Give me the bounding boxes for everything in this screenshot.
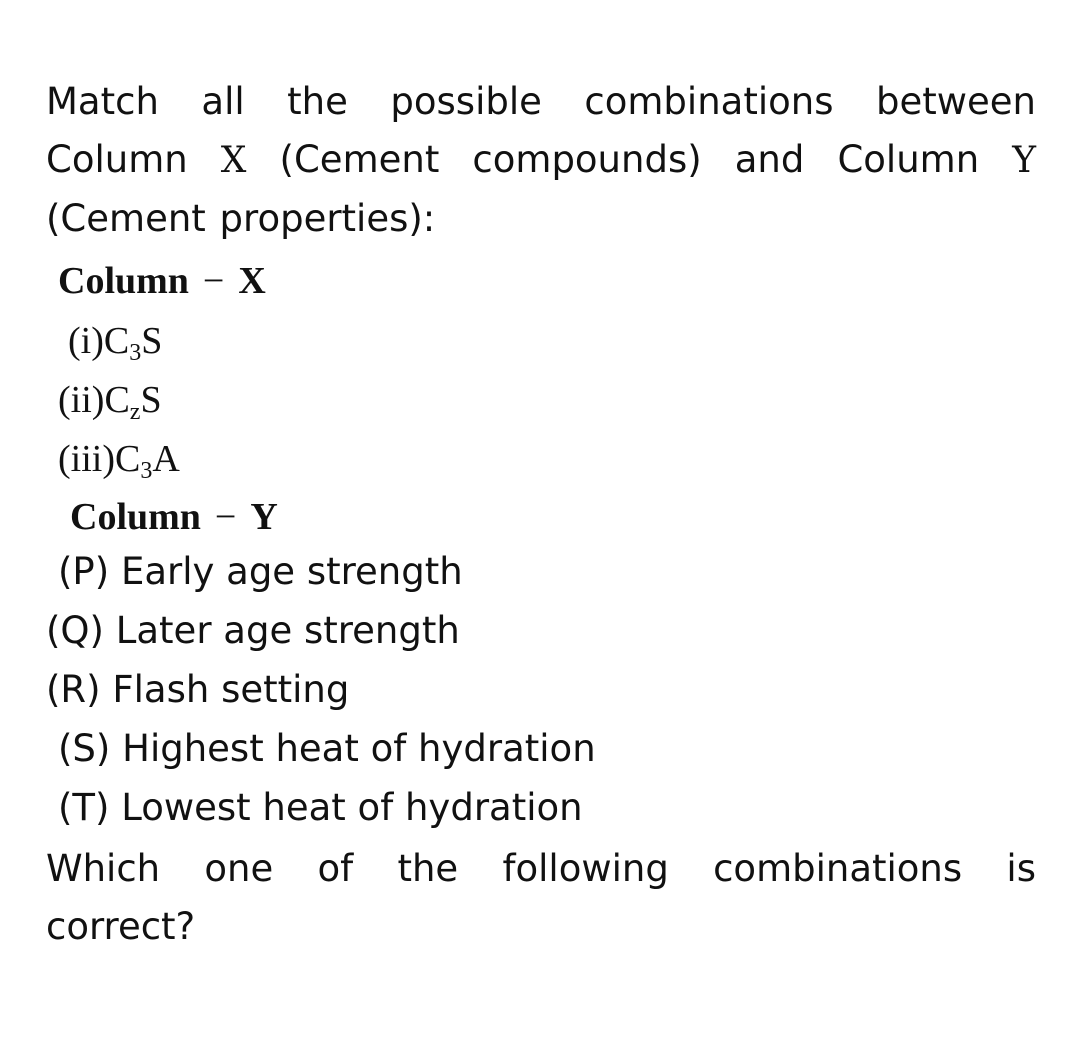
- closing-line-1: Which one of the following combinations is: [46, 847, 1036, 890]
- item-tail: S: [141, 320, 163, 362]
- intro-y-symbol: Y: [1012, 140, 1036, 181]
- column-x-heading-word: Column: [58, 260, 189, 302]
- column-y-heading-word: Column: [70, 496, 201, 538]
- column-x-heading: [58, 259, 266, 303]
- column-x-item: [58, 378, 162, 425]
- item-tail: A: [152, 438, 180, 480]
- column-x-item: [68, 319, 163, 366]
- column-y-item: (S) Highest heat of hydration: [58, 727, 596, 770]
- item-subscript: 3: [129, 340, 142, 366]
- item-label: (iii): [58, 438, 115, 480]
- column-x-heading-letter: X: [238, 260, 266, 302]
- intro-middle-text: (Cement compounds) and Column: [279, 138, 980, 181]
- item-base: C: [103, 320, 130, 362]
- item-base: C: [114, 438, 141, 480]
- column-y-heading: [70, 495, 278, 539]
- closing-line-2: correct?: [46, 905, 196, 948]
- intro-line-2: [46, 131, 1036, 190]
- column-x-heading-dash: −: [202, 260, 225, 302]
- item-base: C: [104, 379, 130, 421]
- item-subscript: 3: [140, 458, 153, 484]
- intro-line-3: (Cement properties):: [46, 197, 436, 240]
- intro-column-word: Column: [46, 138, 188, 181]
- item-tail: S: [140, 379, 162, 421]
- question-intro: [46, 73, 1036, 248]
- item-label: (i): [68, 320, 104, 362]
- column-y-item: (R) Flash setting: [46, 668, 350, 711]
- intro-line-1: Match all the possible combinations between: [46, 80, 1036, 123]
- column-y-heading-dash: −: [214, 496, 237, 538]
- column-y-item: (Q) Later age strength: [46, 609, 460, 652]
- intro-x-symbol: X: [220, 140, 247, 181]
- column-x-item: [58, 437, 180, 484]
- question-closing: [46, 840, 1036, 956]
- column-y-heading-letter: Y: [250, 496, 278, 538]
- item-label: (ii): [58, 379, 105, 421]
- column-y-item: (T) Lowest heat of hydration: [58, 786, 583, 829]
- item-subscript: z: [129, 399, 141, 425]
- column-y-item: (P) Early age strength: [58, 550, 463, 593]
